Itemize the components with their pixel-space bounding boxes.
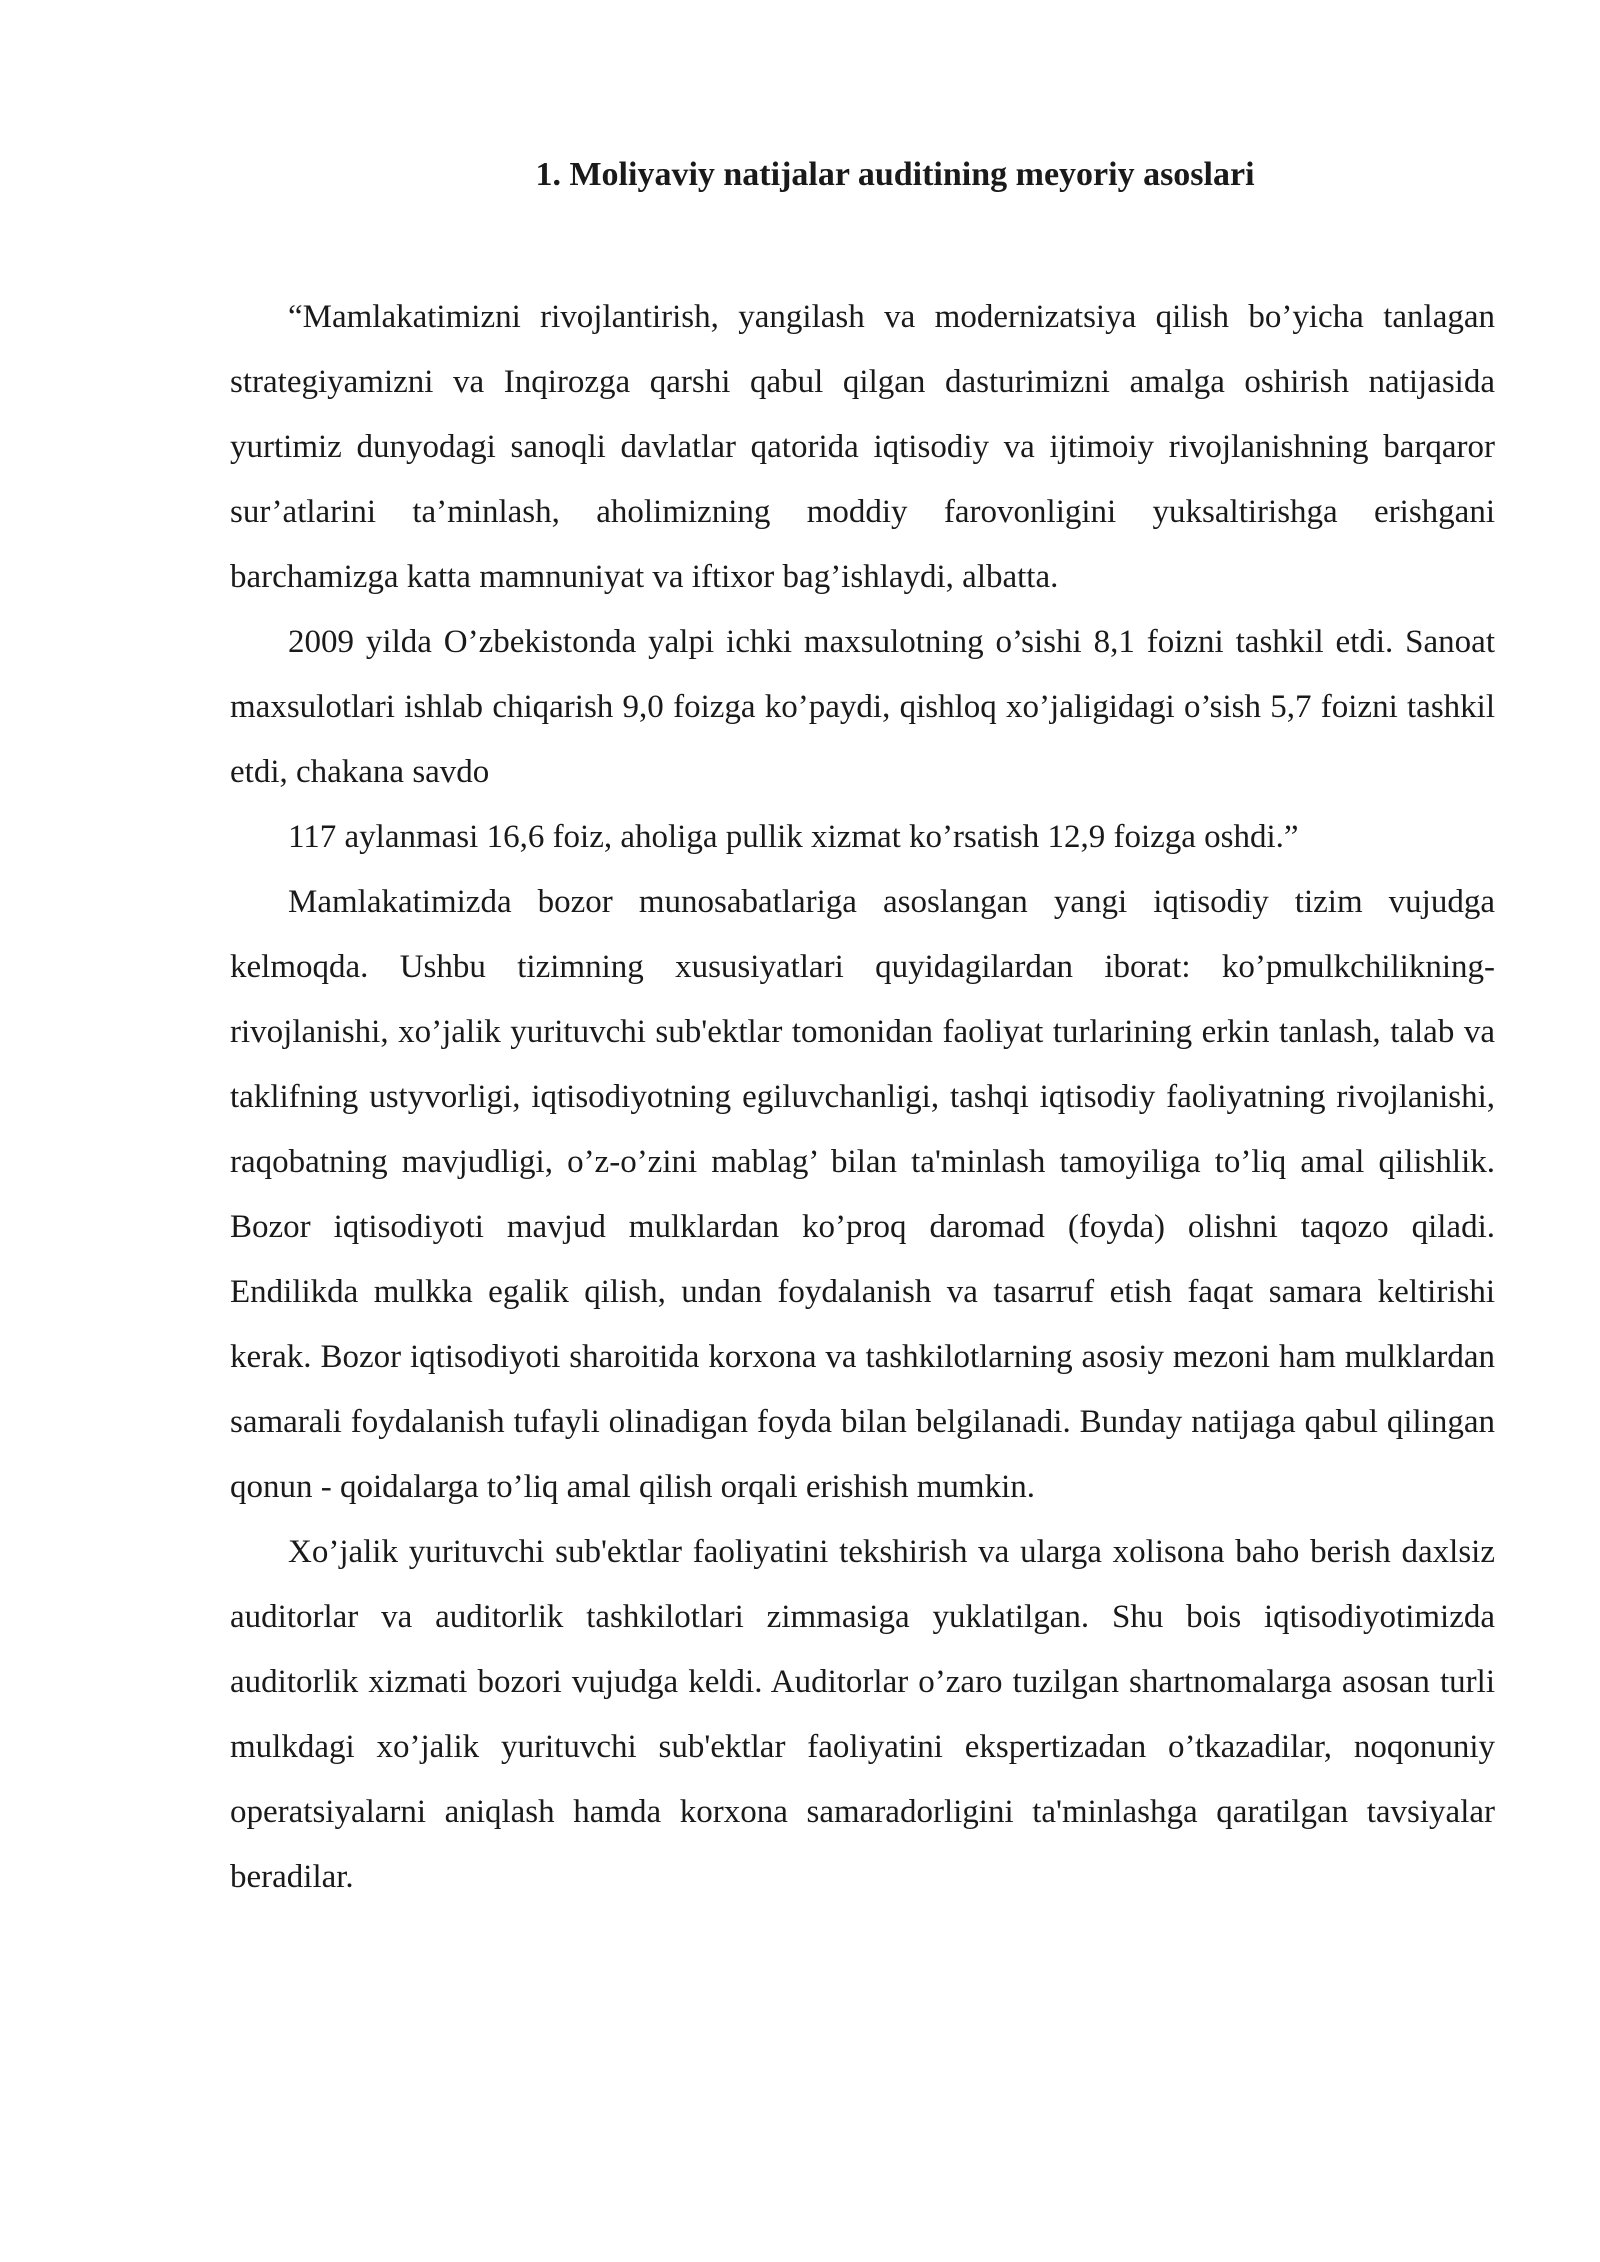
paragraph-economic-growth: 2009 yilda O’zbekistonda yalpi ichki maxsulotning o’sishi 8,1 foizni tashkil etdi. Sanoat maxsulotlari ishlab chiqarish 9,0 foizga ko’paydi, qishloq xo’jaligidagi o’sish 5,7 foizni tashkil etdi, chakana savdo — [230, 624, 1495, 790]
document-body — [230, 285, 1495, 1910]
paragraph-market-system: Mamlakatimizda bozor munosabatlariga asoslangan yangi iqtisodiy tizim vujudga kelmoqda. Ushbu tizimning xususiyatlari quyidagilardan iborat: ko’pmulkchilikning-rivojlanishi, xo’jalik yurituvchi sub'ektlar tomonidan faoliyat turlarining erkin tanlash, talab va taklifning ustyvorligi, iqtisodiyotning egiluvchanligi, tashqi iqtisodiy faoliyatning rivojlanishi, raqobatning mavjudligi, o’z-o’zini mablag’ bilan ta'minlash tamoyiliga to’liq amal qilishlik. Bozor iqtisodiyoti mavjud mulklardan ko’proq daromad (foyda) olishni taqozo qiladi. Endilikda mulkka egalik qilish, undan foydalanish va tasarruf etish faqat samara keltirishi kerak. Bozor iqtisodiyoti sharoitida korxona va tashkilotlarning asosiy mezoni ham mulklardan samarali foydalanish tufayli olinadigan foyda bilan belgilanadi. Bunday natijaga qabul qilingan qonun - qoidalarga to’liq amal qilish orqali erishish mumkin. — [230, 884, 1495, 1505]
paragraph-quote-intro: “Mamlakatimizni rivojlantirish, yangilash va modernizatsiya qilish bo’yicha tanlagan strategiyamizni va Inqirozga qarshi qabul qilgan dasturimizni amalga oshirish natijasida yurtimiz dunyodagi sanoqli davlatlar qatorida iqtisodiy va ijtimoiy rivojlanishning barqaror sur’atlarini ta’minlash, aholimizning moddiy farovonligini yuksaltirishga erishgani barchamizga katta mamnuniyat va iftixor bag’ishlaydi, albatta. — [230, 299, 1495, 595]
paragraph-retail-turnover: 117 aylanmasi 16,6 foiz, aholiga pullik xizmat ko’rsatish 12,9 foizga oshdi.” — [288, 819, 1299, 855]
section-title: 1. Moliyaviy natijalar auditining meyoriy asoslari — [535, 156, 1255, 193]
paragraph-audit-services: Xo’jalik yurituvchi sub'ektlar faoliyatini tekshirish va ularga xolisona baho berish daxlsiz auditorlar va auditorlik tashkilotlari zimmasiga yuklatilgan. Shu bois iqtisodiyotimizda auditorlik xizmati bozori vujudga keldi. Auditorlar o’zaro tuzilgan shartnomalarga asosan turli mulkdagi xo’jalik yurituvchi sub'ektlar faoliyatini ekspertizadan o’tkazadilar, noqonuniy operatsiyalarni aniqlash hamda korxona samaradorligini ta'minlashga qaratilgan tavsiyalar beradilar. — [230, 1534, 1495, 1895]
